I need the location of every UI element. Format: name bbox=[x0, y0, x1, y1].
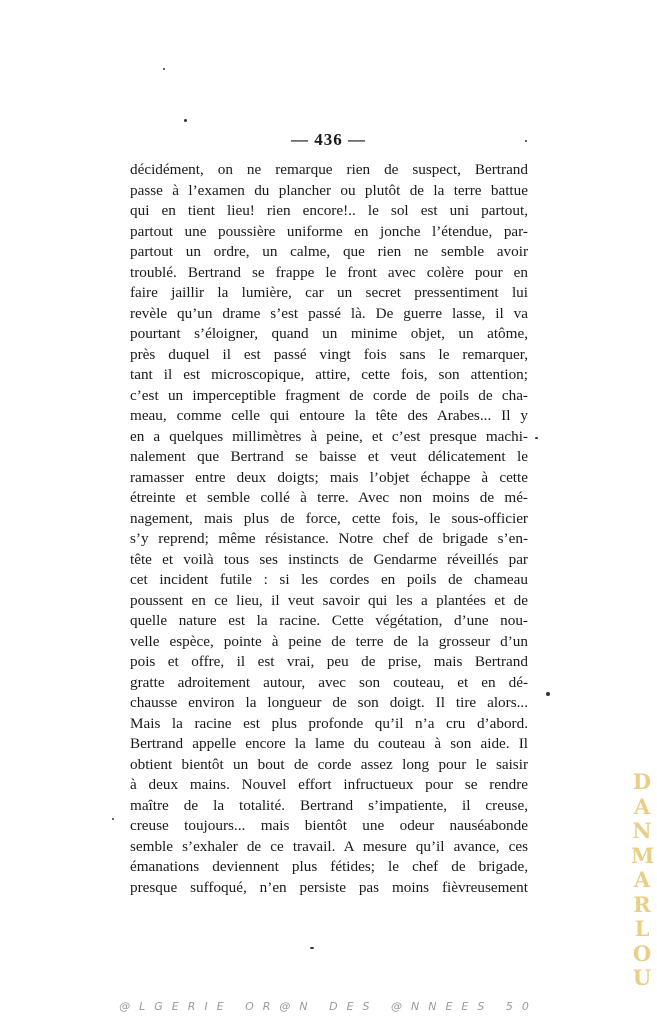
text-line: étreinte et semble collé à terre. Avec non moins de mé- bbox=[130, 489, 528, 506]
scan-speck bbox=[525, 140, 527, 142]
text-line: meau, comme celle qui entoure la tête des Arabes... Il y bbox=[130, 407, 528, 424]
text-line: qui en tient lieu! rien encore!.. le sol est uni partout, bbox=[130, 202, 528, 219]
text-line: tant il est microscopique, attire, cette fois, son attention; bbox=[130, 366, 528, 383]
text-line: semble s’exhaler de ce travail. A mesure qu’il avance, ces bbox=[130, 837, 528, 855]
text-line: creuse toujours... mais bientôt une odeur nauséabonde bbox=[130, 817, 528, 834]
text-line: nalement que Bertrand se baisse et veut délicatement le bbox=[130, 448, 528, 465]
watermark-letter: A bbox=[633, 793, 651, 819]
text-line: partout un ordre, un calme, que rien ne semble avoir bbox=[130, 243, 528, 260]
text-line: quelle nature est la racine. Cette végétation, d’une nou- bbox=[130, 612, 528, 629]
text-line: à deux mains. Nouvel effort infructueux pour se rendre bbox=[130, 776, 528, 793]
watermark-letter: R bbox=[633, 891, 651, 917]
text-line: s’y reprend; même résistance. Notre chef de brigade s’en- bbox=[130, 530, 528, 547]
text-line: Bertrand appelle encore la lame du couteau à son aide. Il bbox=[130, 735, 528, 752]
text-line: chausse environ la longueur de son doigt. Il tire alors... bbox=[130, 694, 528, 711]
text-line: tête et voilà tous ses instincts de Gendarme réveillés par bbox=[130, 550, 528, 568]
text-line: presque suffoqué, n’en persiste pas moins fièvreusement bbox=[130, 878, 528, 896]
watermark-letter: M bbox=[631, 842, 655, 868]
scan-speck bbox=[310, 947, 314, 949]
text-line: poussent en ce lieu, il veut savoir qui les a plantées et de bbox=[130, 591, 528, 609]
text-line: faire jaillir la lumière, car un secret pressentiment lui bbox=[130, 284, 528, 301]
text-line: pourtant s’éloigner, quand un minime objet, un atôme, bbox=[130, 325, 528, 342]
text-line: nagement, mais plus de force, cette fois, le sous-officier bbox=[130, 509, 528, 527]
text-line: émanations deviennent plus fétides; le chef de brigade, bbox=[130, 858, 528, 875]
watermark-letter: D bbox=[632, 769, 652, 794]
text-line: velle espèce, pointe à peine de terre de la grosseur d’un bbox=[130, 632, 528, 650]
text-line: obtient bientôt un bout de corde assez long pour le saisir bbox=[130, 755, 528, 773]
text-line: près duquel il est passé vingt fois sans le remarquer, bbox=[130, 345, 528, 363]
text-line: gratte adroitement autour, avec son couteau, et en dé- bbox=[130, 673, 528, 691]
text-line: ramasser entre deux doigts; mais l’objet échappe à cette bbox=[130, 468, 528, 486]
text-line: décidément, on ne remarque rien de suspect, Bertrand bbox=[130, 161, 528, 178]
watermark-letter: O bbox=[632, 940, 652, 966]
page-number: — 436 — bbox=[291, 130, 366, 149]
text-body bbox=[130, 160, 528, 898]
scan-speck bbox=[163, 68, 165, 70]
text-line: partout une poussière uniforme en jonche l’étendue, par- bbox=[130, 222, 528, 240]
scan-speck bbox=[184, 119, 187, 122]
text-line: c’est un imperceptible fragment de corde de poils de cha- bbox=[130, 386, 528, 404]
watermark-letter: U bbox=[632, 965, 652, 990]
text-line: cet incident futile : si les cordes en poils de chameau bbox=[130, 571, 528, 588]
footer-watermark: @LGERIE OR@N DES @NNEES 50 bbox=[119, 1000, 538, 1013]
text-line: passe à l’examen du plancher ou plutôt de la terre battue bbox=[130, 181, 528, 199]
text-line: pois et offre, il est vrai, peu de prise, mais Bertrand bbox=[130, 653, 528, 670]
text-line: troublé. Bertrand se frappe le front avec colère pour en bbox=[130, 263, 528, 281]
scan-speck bbox=[112, 818, 114, 820]
text-line: maître de la totalité. Bertrand s’impatiente, il creuse, bbox=[130, 796, 528, 814]
scan-speck bbox=[535, 437, 538, 439]
text-line: revèle qu’un drame s’est passé là. De guerre lasse, il va bbox=[130, 304, 528, 322]
side-watermark bbox=[631, 770, 653, 991]
scan-speck bbox=[546, 692, 550, 696]
text-line: Mais la racine est plus profonde qu’il n’a cru d’abord. bbox=[130, 714, 528, 732]
watermark-letter: A bbox=[633, 867, 651, 892]
watermark-letter: N bbox=[632, 818, 652, 843]
text-line: en a quelques millimètres à peine, et c’est presque machi- bbox=[130, 427, 528, 445]
watermark-letter: L bbox=[634, 916, 650, 941]
